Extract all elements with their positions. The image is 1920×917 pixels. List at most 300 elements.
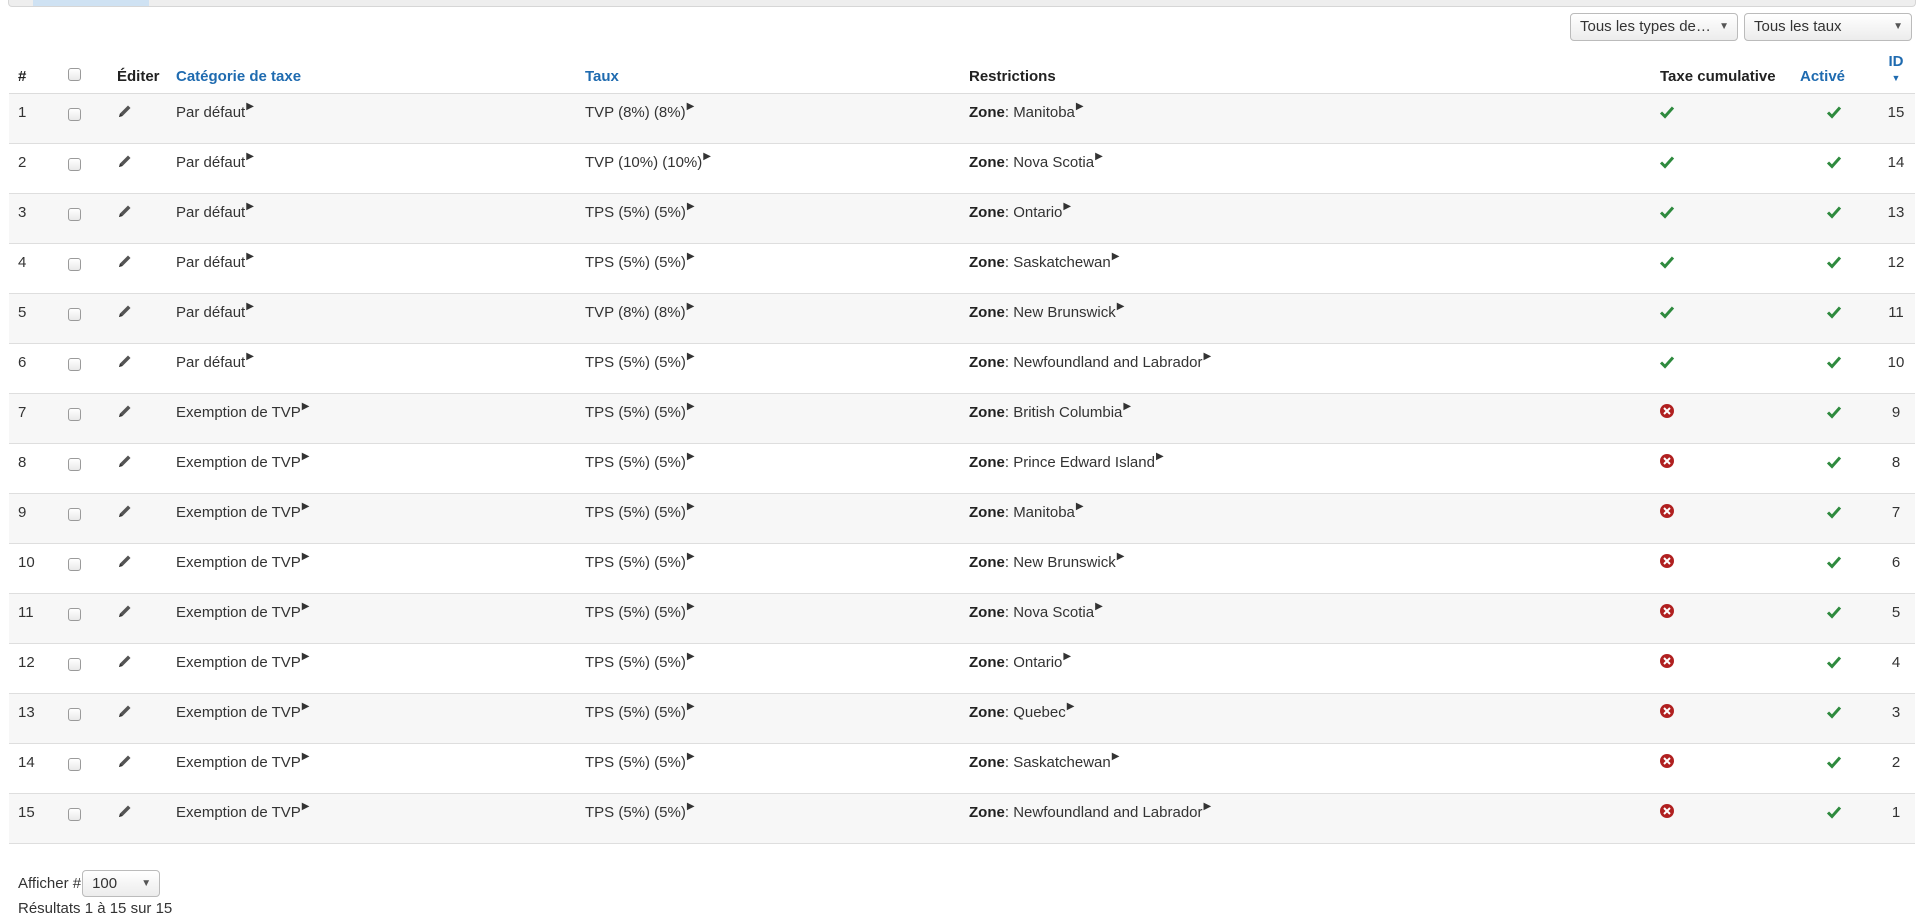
row-num: 4 (9, 243, 57, 293)
chevron-right-icon: ▶ (301, 550, 310, 562)
row-rate-cell (576, 93, 960, 143)
row-num: 3 (9, 193, 57, 243)
chevron-right-icon: ▶ (1066, 700, 1075, 712)
row-category[interactable]: Exemption de TVP (176, 453, 301, 471)
tax-rate-filter-select[interactable] (1744, 13, 1912, 41)
results-counter: Résultats 1 à 15 sur 15 (18, 900, 173, 917)
check-icon[interactable] (1826, 404, 1842, 420)
row-checkbox[interactable] (68, 508, 81, 521)
row-select-cell (57, 593, 108, 643)
zone-label: Zone (969, 303, 1005, 321)
zone-label: Zone (969, 353, 1005, 371)
row-rate-cell (576, 743, 960, 793)
row-zone[interactable]: Manitoba (1013, 103, 1075, 121)
edit-pencil-icon[interactable] (117, 653, 133, 669)
cross-circle-icon[interactable] (1659, 753, 1675, 769)
row-restriction-cell: Zone: Nova Scotia▶ (960, 143, 1651, 193)
row-zone[interactable]: Manitoba (1013, 503, 1075, 521)
chevron-right-icon: ▶ (246, 150, 254, 162)
table-row[interactable] (9, 493, 1915, 543)
row-checkbox[interactable] (68, 708, 81, 721)
row-zone[interactable]: Quebec (1013, 703, 1066, 721)
zone-label: Zone (969, 403, 1005, 421)
row-category[interactable]: Par défaut (176, 203, 246, 221)
row-active-cell (1791, 393, 1877, 443)
row-category[interactable]: Par défaut (176, 353, 246, 371)
chevron-right-icon: ▶ (686, 600, 695, 612)
check-icon[interactable] (1826, 754, 1842, 770)
zone-label: Zone (969, 753, 1005, 771)
row-rate[interactable]: TPS (5%) (5%) (585, 253, 686, 271)
sort-descending-icon: ▼ (1891, 72, 1901, 83)
row-rate-cell (576, 243, 960, 293)
check-icon[interactable] (1826, 304, 1842, 320)
cross-circle-icon[interactable] (1659, 553, 1675, 569)
row-checkbox[interactable] (68, 358, 81, 371)
select-all-checkbox[interactable] (68, 68, 81, 81)
row-cumulative-cell (1651, 443, 1791, 493)
header-rate-sort-link[interactable]: Taux (576, 51, 960, 93)
row-category-cell (167, 743, 576, 793)
row-rate[interactable]: TPS (5%) (5%) (585, 403, 686, 421)
row-edit-cell (108, 543, 167, 593)
row-id: 2 (1877, 743, 1915, 793)
list-footer (18, 870, 172, 917)
header-num: # (9, 51, 57, 93)
row-category[interactable]: Exemption de TVP (176, 603, 301, 621)
row-edit-cell (108, 693, 167, 743)
row-checkbox[interactable] (68, 758, 81, 771)
header-category-sort-link[interactable]: Catégorie de taxe (167, 51, 576, 93)
row-select-cell (57, 193, 108, 243)
row-cumulative-cell (1651, 493, 1791, 543)
row-select-cell (57, 443, 108, 493)
row-checkbox[interactable] (68, 408, 81, 421)
row-restriction-cell: Zone: Quebec▶ (960, 693, 1651, 743)
row-id: 5 (1877, 593, 1915, 643)
chevron-right-icon: ▶ (1095, 150, 1103, 162)
chevron-right-icon: ▶ (686, 550, 695, 562)
edit-pencil-icon[interactable] (117, 453, 133, 469)
table-row[interactable] (9, 693, 1915, 743)
chevron-right-icon: ▶ (246, 200, 254, 212)
row-category[interactable]: Par défaut (176, 303, 246, 321)
chevron-right-icon: ▶ (686, 200, 695, 212)
row-category[interactable]: Exemption de TVP (176, 653, 301, 671)
row-checkbox[interactable] (68, 108, 81, 121)
row-restriction-cell: Zone: Nova Scotia▶ (960, 593, 1651, 643)
edit-pencil-icon[interactable] (117, 253, 133, 269)
row-checkbox[interactable] (68, 558, 81, 571)
zone-label: Zone (969, 603, 1005, 621)
chevron-right-icon: ▶ (1116, 550, 1125, 562)
row-cumulative-cell (1651, 243, 1791, 293)
row-select-cell (57, 93, 108, 143)
row-select-cell (57, 793, 108, 843)
row-cumulative-cell (1651, 643, 1791, 693)
edit-pencil-icon[interactable] (117, 603, 133, 619)
row-num: 9 (9, 493, 57, 543)
row-num: 8 (9, 443, 57, 493)
row-category[interactable]: Exemption de TVP (176, 503, 301, 521)
row-category-cell (167, 643, 576, 693)
row-edit-cell (108, 93, 167, 143)
edit-pencil-icon[interactable] (117, 103, 133, 119)
table-row[interactable] (9, 93, 1915, 143)
edit-pencil-icon[interactable] (117, 753, 133, 769)
row-select-cell (57, 493, 108, 543)
row-zone[interactable]: Prince Edward Island (1013, 453, 1155, 471)
header-select-all (57, 51, 108, 93)
row-zone[interactable]: Nova Scotia (1013, 153, 1095, 171)
table-header-row (9, 51, 1915, 93)
row-rate-cell (576, 593, 960, 643)
row-select-cell (57, 643, 108, 693)
row-rate-cell (576, 693, 960, 743)
chevron-right-icon: ▶ (301, 400, 310, 412)
edit-pencil-icon[interactable] (117, 503, 133, 519)
row-zone[interactable]: Nova Scotia (1013, 603, 1095, 621)
row-active-cell (1791, 343, 1877, 393)
chevron-right-icon: ▶ (1111, 750, 1120, 762)
row-checkbox[interactable] (68, 308, 81, 321)
row-cumulative-cell (1651, 743, 1791, 793)
row-select-cell (57, 743, 108, 793)
row-id: 10 (1877, 343, 1915, 393)
chevron-right-icon: ▶ (703, 150, 711, 162)
row-num: 13 (9, 693, 57, 743)
row-cumulative-cell (1651, 193, 1791, 243)
row-active-cell (1791, 643, 1877, 693)
row-active-cell (1791, 493, 1877, 543)
row-rate[interactable]: TPS (5%) (5%) (585, 603, 686, 621)
zone-label: Zone (969, 703, 1005, 721)
table-row[interactable] (9, 743, 1915, 793)
zone-label: Zone (969, 803, 1005, 821)
zone-label: Zone (969, 103, 1005, 121)
row-category-cell (167, 793, 576, 843)
row-zone[interactable]: New Brunswick (1013, 553, 1116, 571)
chevron-right-icon: ▶ (301, 750, 310, 762)
row-rate-cell (576, 293, 960, 343)
chevron-right-icon: ▶ (1063, 650, 1072, 662)
row-checkbox[interactable] (68, 158, 81, 171)
limit-value: 100 (92, 875, 118, 892)
row-checkbox[interactable] (68, 658, 81, 671)
edit-pencil-icon[interactable] (117, 403, 133, 419)
row-id: 13 (1877, 193, 1915, 243)
row-rate-cell (576, 393, 960, 443)
chevron-right-icon: ▶ (1063, 200, 1072, 212)
chevron-right-icon: ▶ (1095, 600, 1103, 612)
row-rate[interactable]: TPS (5%) (5%) (585, 353, 686, 371)
row-cumulative-cell (1651, 593, 1791, 643)
limit-label: Afficher # (18, 875, 82, 892)
zone-label: Zone (969, 553, 1005, 571)
zone-label: Zone (969, 453, 1005, 471)
row-edit-cell (108, 293, 167, 343)
check-icon[interactable] (1826, 504, 1842, 520)
row-id: 12 (1877, 243, 1915, 293)
row-restriction-cell: Zone: Prince Edward Island▶ (960, 443, 1651, 493)
chevron-right-icon: ▶ (686, 450, 695, 462)
row-restriction-cell: Zone: Manitoba▶ (960, 493, 1651, 543)
table-row[interactable] (9, 793, 1915, 843)
table-row[interactable] (9, 543, 1915, 593)
row-edit-cell (108, 193, 167, 243)
chevron-right-icon: ▶ (686, 800, 695, 812)
check-icon[interactable] (1826, 554, 1842, 570)
row-zone[interactable]: British Columbia (1013, 403, 1123, 421)
row-active-cell (1791, 543, 1877, 593)
row-id: 6 (1877, 543, 1915, 593)
check-icon[interactable] (1659, 304, 1675, 320)
row-edit-cell (108, 793, 167, 843)
row-num: 15 (9, 793, 57, 843)
cross-circle-icon[interactable] (1659, 803, 1675, 819)
row-zone[interactable]: Ontario (1013, 653, 1063, 671)
chevron-right-icon: ▶ (301, 700, 310, 712)
row-checkbox[interactable] (68, 258, 81, 271)
row-edit-cell (108, 743, 167, 793)
check-icon[interactable] (1826, 354, 1842, 370)
row-category-cell (167, 343, 576, 393)
chevron-right-icon: ▶ (686, 750, 695, 762)
row-restriction-cell: Zone: British Columbia▶ (960, 393, 1651, 443)
edit-pencil-icon[interactable] (117, 703, 133, 719)
row-select-cell (57, 693, 108, 743)
row-rate-cell (576, 643, 960, 693)
header-restrictions: Restrictions (960, 51, 1651, 93)
row-restriction-cell: Zone: Saskatchewan▶ (960, 243, 1651, 293)
row-rate[interactable]: TPS (5%) (5%) (585, 453, 686, 471)
row-num: 14 (9, 743, 57, 793)
row-edit-cell (108, 393, 167, 443)
header-active-sort-link[interactable]: Activé (1791, 51, 1877, 93)
chevron-right-icon: ▶ (1075, 500, 1084, 512)
dropdown-arrow-icon: ▼ (1893, 21, 1903, 32)
row-zone[interactable]: Ontario (1013, 203, 1063, 221)
table-row[interactable] (9, 643, 1915, 693)
row-category-cell (167, 93, 576, 143)
row-category-cell (167, 393, 576, 443)
zone-label: Zone (969, 503, 1005, 521)
row-cumulative-cell (1651, 793, 1791, 843)
cross-circle-icon[interactable] (1659, 453, 1675, 469)
row-id: 9 (1877, 393, 1915, 443)
limit-select[interactable] (82, 870, 160, 897)
row-active-cell (1791, 93, 1877, 143)
row-checkbox[interactable] (68, 458, 81, 471)
check-icon[interactable] (1659, 254, 1675, 270)
row-restriction-cell: Zone: Ontario▶ (960, 643, 1651, 693)
row-category-cell (167, 293, 576, 343)
row-edit-cell (108, 493, 167, 543)
row-rate[interactable]: TPS (5%) (5%) (585, 703, 686, 721)
row-category-cell (167, 543, 576, 593)
check-icon[interactable] (1659, 154, 1675, 170)
chevron-right-icon: ▶ (686, 400, 695, 412)
cross-circle-icon[interactable] (1659, 603, 1675, 619)
edit-pencil-icon[interactable] (117, 203, 133, 219)
row-active-cell (1791, 693, 1877, 743)
top-tab-bar (8, 0, 1916, 7)
table-row[interactable] (9, 393, 1915, 443)
row-cumulative-cell (1651, 143, 1791, 193)
row-category[interactable]: Exemption de TVP (176, 803, 301, 821)
chevron-right-icon: ▶ (686, 100, 695, 112)
cross-circle-icon[interactable] (1659, 653, 1675, 669)
header-edit: Éditer (108, 51, 167, 93)
row-edit-cell (108, 343, 167, 393)
row-category[interactable]: Exemption de TVP (176, 703, 301, 721)
row-active-cell (1791, 293, 1877, 343)
row-restriction-cell: Zone: Ontario▶ (960, 193, 1651, 243)
row-rate[interactable]: TPS (5%) (5%) (585, 503, 686, 521)
check-icon[interactable] (1826, 704, 1842, 720)
chevron-right-icon: ▶ (246, 250, 254, 262)
row-cumulative-cell (1651, 293, 1791, 343)
row-restriction-cell: Zone: New Brunswick▶ (960, 293, 1651, 343)
cross-circle-icon[interactable] (1659, 403, 1675, 419)
chevron-right-icon: ▶ (246, 300, 254, 312)
chevron-right-icon: ▶ (1116, 300, 1125, 312)
row-category[interactable]: Par défaut (176, 253, 246, 271)
row-select-cell (57, 293, 108, 343)
edit-pencil-icon[interactable] (117, 353, 133, 369)
chevron-right-icon: ▶ (301, 800, 310, 812)
tax-type-filter-select[interactable] (1570, 13, 1738, 41)
chevron-right-icon: ▶ (1075, 100, 1084, 112)
row-id: 14 (1877, 143, 1915, 193)
row-rate[interactable]: TVP (8%) (8%) (585, 303, 686, 321)
row-restriction-cell: Zone: New Brunswick▶ (960, 543, 1651, 593)
chevron-right-icon: ▶ (1155, 450, 1164, 462)
row-rate[interactable]: TPS (5%) (5%) (585, 803, 686, 821)
table-row[interactable] (9, 193, 1915, 243)
check-icon[interactable] (1659, 354, 1675, 370)
row-category-cell (167, 443, 576, 493)
row-rate-cell (576, 543, 960, 593)
table-row[interactable] (9, 443, 1915, 493)
table-row[interactable] (9, 343, 1915, 393)
table-row[interactable] (9, 143, 1915, 193)
row-checkbox[interactable] (68, 208, 81, 221)
row-category[interactable]: Exemption de TVP (176, 403, 301, 421)
chevron-right-icon: ▶ (1123, 400, 1132, 412)
row-id: 7 (1877, 493, 1915, 543)
check-icon[interactable] (1826, 454, 1842, 470)
check-icon[interactable] (1826, 104, 1842, 120)
cross-circle-icon[interactable] (1659, 503, 1675, 519)
row-select-cell (57, 393, 108, 443)
row-checkbox[interactable] (68, 608, 81, 621)
row-restriction-cell: Zone: Newfoundland and Labrador▶ (960, 343, 1651, 393)
chevron-right-icon: ▶ (686, 300, 695, 312)
edit-pencil-icon[interactable] (117, 303, 133, 319)
check-icon[interactable] (1826, 204, 1842, 220)
row-zone[interactable]: Newfoundland and Labrador (1013, 803, 1203, 821)
check-icon[interactable] (1826, 804, 1842, 820)
header-id-sort-link[interactable] (1877, 51, 1915, 93)
row-edit-cell (108, 243, 167, 293)
zone-label: Zone (969, 203, 1005, 221)
chevron-right-icon: ▶ (1203, 350, 1212, 362)
chevron-right-icon: ▶ (1111, 250, 1120, 262)
row-id: 1 (1877, 793, 1915, 843)
row-num: 7 (9, 393, 57, 443)
check-icon[interactable] (1659, 204, 1675, 220)
row-edit-cell (108, 443, 167, 493)
chevron-right-icon: ▶ (246, 350, 254, 362)
row-active-cell (1791, 743, 1877, 793)
row-category[interactable]: Par défaut (176, 153, 246, 171)
row-rate-cell (576, 793, 960, 843)
row-checkbox[interactable] (68, 808, 81, 821)
edit-pencil-icon[interactable] (117, 803, 133, 819)
row-active-cell (1791, 793, 1877, 843)
table-row[interactable] (9, 293, 1915, 343)
row-cumulative-cell (1651, 393, 1791, 443)
row-category[interactable]: Exemption de TVP (176, 553, 301, 571)
row-rate-cell (576, 343, 960, 393)
row-edit-cell (108, 593, 167, 643)
dropdown-arrow-icon: ▼ (141, 878, 152, 889)
table-row[interactable] (9, 243, 1915, 293)
chevron-right-icon: ▶ (686, 350, 695, 362)
row-category[interactable]: Exemption de TVP (176, 753, 301, 771)
cross-circle-icon[interactable] (1659, 703, 1675, 719)
row-restriction-cell: Zone: Newfoundland and Labrador▶ (960, 793, 1651, 843)
row-restriction-cell: Zone: Saskatchewan▶ (960, 743, 1651, 793)
row-id: 3 (1877, 693, 1915, 743)
row-category-cell (167, 693, 576, 743)
chevron-right-icon: ▶ (686, 650, 695, 662)
row-cumulative-cell (1651, 343, 1791, 393)
edit-pencil-icon[interactable] (117, 153, 133, 169)
row-num: 1 (9, 93, 57, 143)
row-rate[interactable]: TPS (5%) (5%) (585, 553, 686, 571)
row-rate[interactable]: TPS (5%) (5%) (585, 753, 686, 771)
row-num: 2 (9, 143, 57, 193)
chevron-right-icon: ▶ (686, 700, 695, 712)
row-restriction-cell: Zone: Manitoba▶ (960, 93, 1651, 143)
row-zone[interactable]: Saskatchewan (1013, 753, 1111, 771)
row-rate[interactable]: TVP (10%) (10%) (585, 153, 703, 171)
edit-pencil-icon[interactable] (117, 553, 133, 569)
row-category-cell (167, 193, 576, 243)
check-icon[interactable] (1659, 104, 1675, 120)
row-zone[interactable]: Saskatchewan (1013, 253, 1111, 271)
active-tab-indicator[interactable] (33, 0, 149, 6)
row-num: 12 (9, 643, 57, 693)
chevron-right-icon: ▶ (1203, 800, 1212, 812)
table-row[interactable] (9, 593, 1915, 643)
check-icon[interactable] (1826, 654, 1842, 670)
check-icon[interactable] (1826, 254, 1842, 270)
row-category[interactable]: Par défaut (176, 103, 246, 121)
row-rate[interactable]: TVP (8%) (8%) (585, 103, 686, 121)
row-rate[interactable]: TPS (5%) (5%) (585, 653, 686, 671)
check-icon[interactable] (1826, 154, 1842, 170)
row-rate[interactable]: TPS (5%) (5%) (585, 203, 686, 221)
row-active-cell (1791, 143, 1877, 193)
row-id: 11 (1877, 293, 1915, 343)
row-zone[interactable]: Newfoundland and Labrador (1013, 353, 1203, 371)
check-icon[interactable] (1826, 604, 1842, 620)
row-zone[interactable]: New Brunswick (1013, 303, 1116, 321)
zone-label: Zone (969, 253, 1005, 271)
